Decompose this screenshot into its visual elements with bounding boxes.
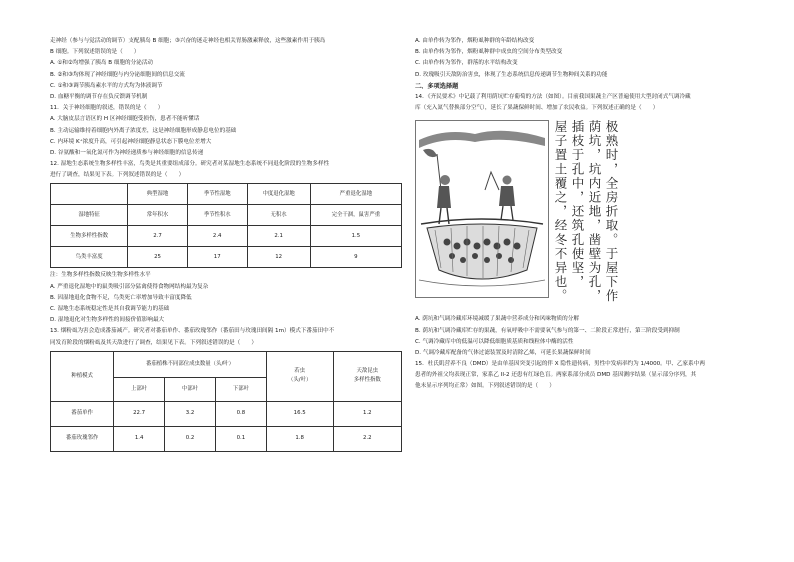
- poem-column: 屋子置土覆之，经冬不异也。: [553, 120, 568, 304]
- q10-stem-line: B 细胞。下列叙述错误的是（ ）: [50, 49, 140, 56]
- q15-stem-line: 患者的外祖父均表现正常，家系乙 II-2 还患有红绿色盲。两家系部分成员 DMD 基因测序结果（显示部分序列，其: [415, 372, 697, 379]
- table-row: [51, 401, 402, 426]
- table-cell: 2.1: [247, 226, 310, 247]
- section-title: 二、多项选择题: [415, 82, 459, 90]
- q14-option: C. 气调冷藏库中的低温可以降低细胞质基质和线粒体中酶的活性: [415, 338, 574, 345]
- q11-stem: 11．关于神经细胞的叙述，错误的是（ ）: [50, 105, 164, 112]
- q13-option: C. 由单作转为邻作，群落的水平结构改变: [415, 60, 518, 67]
- table-note: 注：生物多样性指数反映生物多样性水平: [50, 272, 151, 279]
- q12-stem-line: 12. 湿地生态系统生物多样性丰富，鸟类是其重要组成部分。研究者对某湿地生态系统不同退化阶段的生物多样性: [50, 161, 330, 168]
- table-cell: 中部叶: [165, 377, 216, 401]
- q10-stem-line: 走神经（参与与觉活动的调节）支配胰岛 B 细胞；③兴奋的迷走神经也相关胃肠激素释放，这些激素作用于胰岛: [50, 38, 326, 44]
- table-cell: 季节性积水: [187, 205, 247, 226]
- table-cell: 9: [310, 247, 401, 268]
- table-cell: 中度退化湿地: [247, 184, 310, 205]
- q10-option: A. ①和②均增强了胰岛 B 细胞的分泌活动: [50, 60, 154, 67]
- table-cell: 0.8: [215, 401, 266, 426]
- table-cell: 3.2: [165, 401, 216, 426]
- table-cell: 0.1: [215, 426, 266, 451]
- header-line: 天敌昆虫: [356, 367, 379, 374]
- table-cell: 1.4: [114, 426, 165, 451]
- table-row: [51, 226, 402, 247]
- q13-stem-line: 13. 烟粉虱为害会造成番茄减产。研究者对番茄单作、番茄玫瑰邻作（番茄田与玫瑰田间隔 1m）模式下番茄田中不: [50, 328, 335, 335]
- table-header-row: [51, 351, 402, 377]
- q10-option: C. ①和③调节胰岛素水平的方式均为体液调节: [50, 82, 163, 89]
- q13-option: A. 由单作转为邻作，烟粉虱种群的年龄结构改变: [415, 38, 535, 44]
- table-cell: 无积水: [247, 205, 310, 226]
- table-cell: 番茄玫瑰邻作: [51, 426, 114, 451]
- q12-option: A. 严重退化湿地中的鼠类吸引部分猛禽使得食物网结构最为复杂: [50, 283, 209, 290]
- q10-option: B. ②和③均体现了神经细胞与内分泌细胞间的信息交流: [50, 71, 185, 78]
- table-cell: 2.7: [128, 226, 188, 247]
- poem-text: [553, 120, 619, 304]
- q15-stem-line: 他未显示序列均正常）如图。下列叙述错误的是（ ）: [415, 383, 555, 390]
- table-header-row: [51, 184, 402, 205]
- table-cell: 1.2: [333, 401, 401, 426]
- q14-stem-line: 库（充入氮气替换部分空气），延长了果蔬保鲜时间、增加了农民收益。下列叙述正确的是（ ）: [415, 105, 659, 112]
- table-cell: 鸟类丰富度: [51, 247, 128, 268]
- table-cell: 16.5: [266, 401, 333, 426]
- table-cell: [51, 184, 128, 205]
- q13-stem-line: 同发育阶段的烟粉虱及其天敌进行了调查，结果见下表。下列叙述错误的是（ ）: [50, 339, 257, 346]
- q14-option: A. 荫坑和气调冷藏库环境减缓了果蔬中营养成分和风味物质的分解: [415, 316, 579, 323]
- header-line: 若虫: [294, 367, 306, 374]
- q14-option: B. 荫坑和气调冷藏库贮存的果蔬，有氧呼吸中不需要氧气参与的第一、二阶段正常进行，第三阶段受到抑制: [415, 327, 680, 334]
- right-column: [415, 36, 750, 393]
- q11-option: D. 谷氨酸和一氧化氮可作为神经递质参与神经细胞的信息传递: [50, 149, 204, 156]
- whitefly-table: [50, 351, 402, 452]
- table-cell: 25: [128, 247, 188, 268]
- poem-column: 插枝于孔中，还筑孔使坚，: [570, 120, 585, 290]
- table-cell: 番茄植株不同部位成虫数量（头/叶）: [114, 351, 267, 377]
- table-cell: 1.5: [310, 226, 401, 247]
- wetland-table: [50, 183, 402, 268]
- table-row: [51, 205, 402, 226]
- table-cell: 种植模式: [51, 351, 114, 401]
- grape-cellar-illustration-icon: [415, 120, 549, 298]
- header-line: 多样性指数: [353, 377, 381, 384]
- q13-option: B. 由单作转为邻作，烟粉虱种群中成虫的空间分布类型改变: [415, 49, 563, 56]
- q12-stem-line: 进行了调查，结果见下表。下列叙述错误的是（ ）: [50, 172, 185, 179]
- q15-stem-line: 15．杜氏肌营养不良（DMD）是由单基因突变引起的伴 X 隐性遗传病，男性中发病率约为 1/4000。甲、乙家系中两: [415, 361, 705, 368]
- table-cell: 0.2: [165, 426, 216, 451]
- q12-option: B. 因湿地退化食物不足，鸟类死亡率增加导致丰富度降低: [50, 294, 192, 301]
- table-cell: 湿地特征: [51, 205, 128, 226]
- q13-option: D. 玫瑰吸引天敌防治害虫，体现了生态系统信息传递调节生物种间关系的功能: [415, 71, 608, 78]
- q11-option: A. 大脑皮层言语区的 H 区神经细胞受损伤，患者不能听懂话: [50, 116, 200, 123]
- q14-figure: [415, 118, 750, 308]
- table-row: [51, 247, 402, 268]
- q12-option: C. 湿地生态系统稳定性是其自我调节能力的基础: [50, 306, 170, 312]
- table-cell: 17: [187, 247, 247, 268]
- header-line: （头/叶）: [287, 377, 312, 384]
- q11-option: C. 内环境 K⁺浓度升高，可引起神经细胞静息状态下膜电位差增大: [50, 138, 212, 145]
- table-row: [51, 426, 402, 451]
- table-cell: 12: [247, 247, 310, 268]
- q14-stem-line: 14．《齐民要术》中记载了利用荫坑贮存葡萄的方法（如图）。目前我国果蔬主产区普遍使用大型封闭式气调冷藏: [415, 93, 691, 100]
- table-cell: [266, 351, 333, 401]
- q14-option: D. 气调冷藏库配备的气体过滤装置及时清除乙烯，可延长果蔬保鲜时间: [415, 349, 591, 356]
- q12-option: D. 湿地退化对生物多样性的间接价值影响最大: [50, 317, 165, 324]
- table-cell: 严重退化湿地: [310, 184, 401, 205]
- table-cell: 2.4: [187, 226, 247, 247]
- table-cell: 完全干涸，鼠害严重: [310, 205, 401, 226]
- left-column: [50, 36, 402, 452]
- table-cell: 2.2: [333, 426, 401, 451]
- table-cell: 番茄单作: [51, 401, 114, 426]
- table-cell: 季节性湿地: [187, 184, 247, 205]
- table-cell: 常年积水: [128, 205, 188, 226]
- q10-option: D. 血糖平衡的调节存在负反馈调节机制: [50, 93, 148, 100]
- table-cell: 生物多样性指数: [51, 226, 128, 247]
- table-cell: 1.8: [266, 426, 333, 451]
- table-cell: 22.7: [114, 401, 165, 426]
- table-cell: [333, 351, 401, 401]
- poem-column: 荫坑，坑内近地，凿壁为孔，: [587, 120, 602, 304]
- q11-option: B. 主动运输维持着细胞内外离子浓度差，这是神经细胞形成静息电位的基础: [50, 127, 237, 134]
- table-cell: 下部叶: [215, 377, 266, 401]
- table-cell: 上部叶: [114, 377, 165, 401]
- table-cell: 典型湿地: [128, 184, 188, 205]
- poem-column: 极熟时，全房折取。于屋下作: [604, 120, 619, 304]
